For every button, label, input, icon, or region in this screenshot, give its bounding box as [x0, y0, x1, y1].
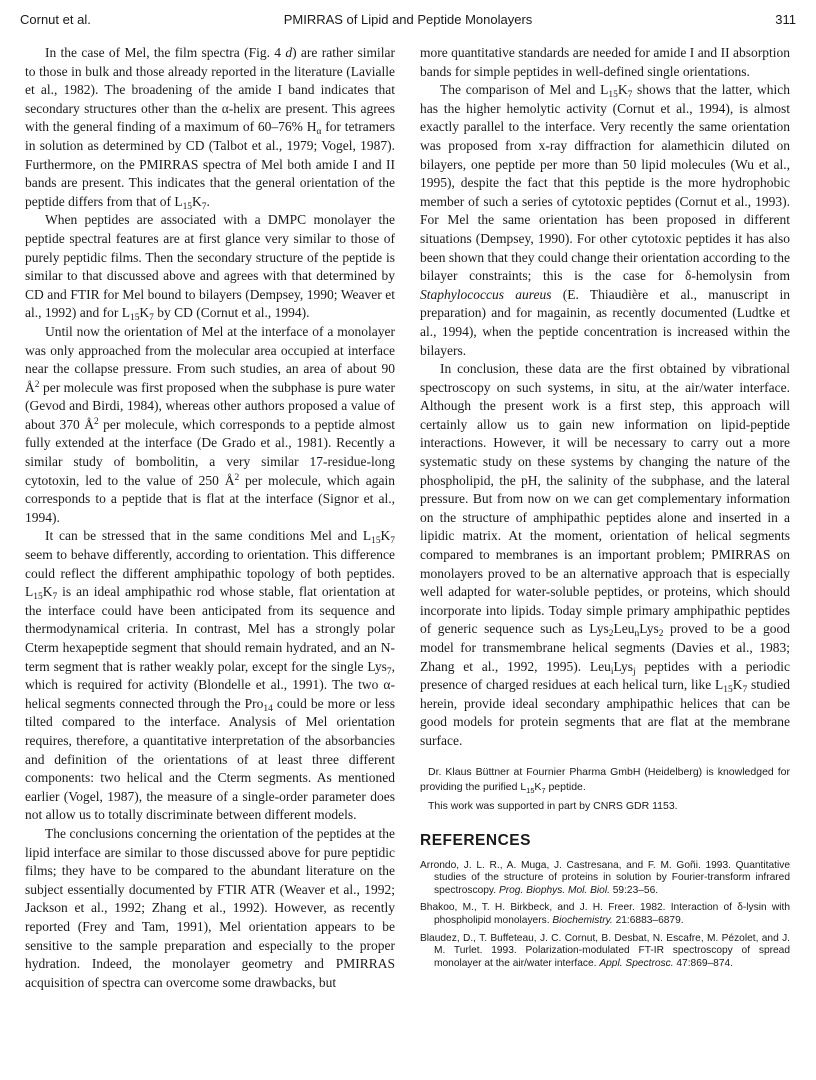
- right-column: [420, 44, 790, 975]
- paragraph: Until now the orientation of Mel at the interface of a monolayer was only approached from the molecular area occupied at interface near the collapse pressure. From such studies, an area of about 90 $Å^2$ per molecule was first proposed when the subphase is pure water (Gevod and Birdi, 1984), whereas other authors proposed a value of about 370 $Å^2$ per molecule, which corresponds to a peptide almost fully extended at the interface (De Grado et al., 1981). Recently a similar study of bombolitin, a very similar 17-residue-long cytotoxin, led to the value of 250 $Å^2$ per molecule, which again corresponds to a peptide that is flat at the interface (Signor et al., 1994).: [25, 323, 396, 525]
- paragraph: In conclusion, these data are the first obtained by vibrational spectroscopy on such systems, in situ, at the air/water interface. Although the present work is a first step, this approach will certainly allow us to gain new information on lipid-peptide interactions. However, it will be necessary to carry out a more systematic study on these systems by changing the nature of the phospholipid, the pH, the salinity of the subphase, and the lateral pressure. But from now on we can get complementary information on the structure of amphipathic peptides alone and inserted in a lipidic matrix. At the moment, orientation of helical segments compared to membranes is an important problem; PMIRRAS on monolayers proved to be an alternative approach that is especially well adapted for water-soluble peptides, or proteins, which should incorporate into lipids. Today simple primary amphipathic peptides of generic sequence such as Lys$_2$Leu$_n$Lys$_2$ proved to be a good model for transmembrane helical segments (Davies et al., 1983; Zhang et al., 1992, 1995). Leu$_i$Lys$_j$ peptides with a periodic presence of charged residues at each helical turn, like $L_{15}K_7$ studied herein, provide ideal secondary amphipathic helices that can be good models for protein segments that are flat at the membrane surface.: [420, 361, 790, 748]
- reference-item: Arrondo, J. L. R., A. Muga, J. Castresana, and F. M. Goñi. 1993. Quantitative studies of the structure of proteins in solution by Fourier-transform infrared spectroscopy. Prog. Biophys. Mol. Biol. 59:23–56.: [420, 859, 790, 896]
- funding-note: This work was supported in part by CNRS GDR 1153.: [428, 799, 678, 812]
- paragraph-continued: more quantitative standards are needed for amide I and II absorption bands for simple peptides in well-defined single orientations.: [420, 45, 790, 79]
- reference-item: Blaudez, D., T. Buffeteau, J. C. Cornut, B. Desbat, N. Escafre, M. Pézolet, and J. M. Turlet. 1993. Polarization-modulated FT-IR spectroscopy of spread monolayer at the air/water interface. Appl. Spectrosc. 47:869–874.: [420, 932, 790, 969]
- header-authors: Cornut et al.: [20, 12, 91, 27]
- paragraph: The comparison of Mel and $L_{15}K_7$ shows that the latter, which has the higher hemolytic activity (Cornut et al., 1994), is almost exactly parallel to the interface. Very recently the same orientation was proposed from x-ray diffraction for alamethicin diluted on bilayers, one peptide per more than 50 lipid molecules (Wu et al., 1995), despite the fact that this peptide is the more hydrophobic member of such a series of cytotoxic peptides (Cornut et al., 1993). For Mel the same orientation has been proposed in different situations (Dempsey, 1990). For other cytotoxic peptides it has also been shown that they could change their orientation according to the bilayer constraints; this is the case for δ-hemolysin from Staphylococcus aureus (E. Thiaudière et al., manuscript in preparation) and for magainin, as recently documented (Ludtke et al., 1994), when the peptide concentration is increased within the bilayers.: [420, 82, 790, 358]
- header-page-number: 311: [775, 12, 796, 27]
- header-running-title: PMIRRAS of Lipid and Peptide Monolayers: [283, 12, 533, 27]
- left-column: [25, 44, 395, 992]
- paragraph: When peptides are associated with a DMPC monolayer the peptide spectral features are at first glance very similar to those of purely peptidic films. Then the secondary structure of the peptide is similar to that discussed above and agrees with that determined by CD and FTIR for Mel bound to bilayers (Dempsey, 1990; Weaver et al., 1992) and for $L_{15}K_7$ by CD (Cornut et al., 1994).: [25, 212, 395, 324]
- paragraph: The conclusions concerning the orientation of the peptides at the lipid interface are similar to those discussed above for pure peptidic films; they have to be compared to the abundant literature on the subject essentially documented by FTIR ATR (Weaver et al., 1992; Jackson et al., 1992; Zhang et al., 1992). However, as recently reported (Frey and Tam, 1991), Mel orientation appears to be sensitive to the sample preparation and especially to the proper hydration. Indeed, the monolayer geometry and PMIRRAS acquisition of spectra can overcome some drawbacks, but: [25, 825, 395, 990]
- paragraph: It can be stressed that in the same conditions Mel and $L_{15}K_7$ seem to behave differently, according to orientation. This difference could reflect the different amphipathic topology of both peptides. $L_{15}K_7$ is an ideal amphipathic rod whose stable, flat orientation at the interface could have been anticipated from its sequence and thermodynamical criteria. In contrast, Mel has a strongly polar Cterm hexapeptide segment that should remain hydrated, and an N-term segment that is rather weakly polar, except for the single Lys$_7$, which is required for activity (Blondelle et al., 1991). The two α-helical segments connected through the Pro$_{14}$ could be more or less tilted compared to the interface. Analysis of Mel orientation requires, therefore, a quantitative interpretation of the absorbancies and definition of the orientations of at least three different components: two helical and the Cterm segments. As mentioned earlier (Vogel, 1987), the measure of a single-order parameter does not allow us to totally discriminate between different models.: [25, 528, 395, 823]
- references-heading: REFERENCES: [420, 831, 531, 849]
- running-header: [20, 12, 796, 32]
- acknowledgment: Dr. Klaus Büttner at Fournier Pharma GmbH (Heidelberg) is knowledged for providing the purified $L_{15}K_7$ peptide.: [420, 765, 790, 795]
- reference-list: [420, 860, 790, 971]
- reference-item: Bhakoo, M., T. H. Birkbeck, and J. H. Freer. 1982. Interaction of δ-lysin with phospholipid monolayers. Biochemistry. 21:6883–6879.: [420, 902, 790, 926]
- paragraph: In the case of Mel, the film spectra (Fig. 4 d) are rather similar to those in bulk and those already reported in the literature (Lavialle et al., 1982). The broadening of the amide I band indicates that secondary structures other than the α-helix are present. This agrees with the general finding of a maximum of 60–76% $H_\alpha$ for tetramers in solution as determined by CD (Talbot et al., 1979; Vogel, 1987). Furthermore, on the PMIRRAS spectra of Mel both amide I and II bands are present. This indicates that the general orientation of the peptide differs from that of $L_{15}K_7$.: [25, 45, 396, 212]
